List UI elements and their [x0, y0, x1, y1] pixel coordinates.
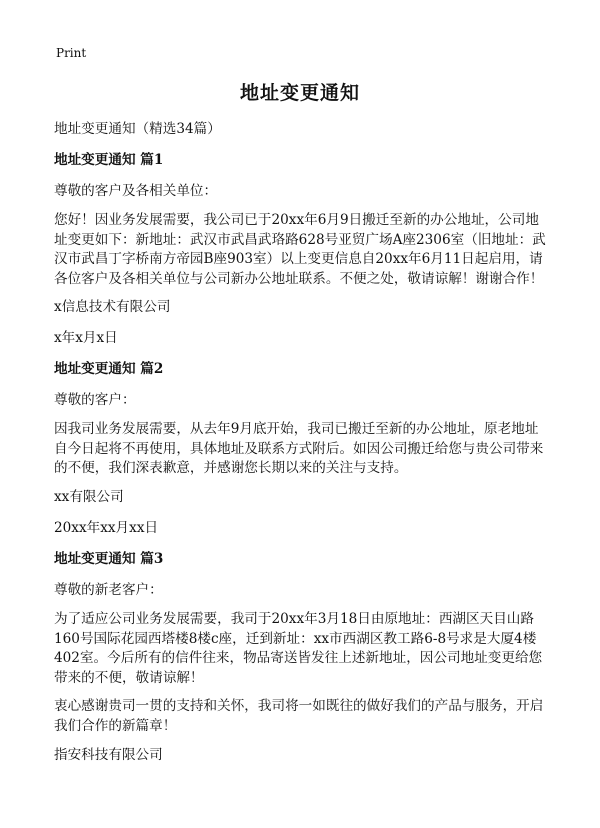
document-subtitle: 地址变更通知（精选34篇）	[54, 121, 221, 137]
section-1-greeting: 尊敬的客户及各相关单位：	[54, 183, 218, 199]
section-3-body: 为了适应公司业务发展需要，我司于20xx年3月18日由原地址：西湖区天目山路160号国际花园西塔楼8楼c座，迁到新址：xx市西湖区教工路6-8号求是大厦4楼402室。今后所有的信件往来，物品寄送皆发往上述新地址，因公司地址变更给您带来的不便，敬请谅解！	[54, 611, 543, 686]
section-2-body: 因我司业务发展需要，从去年9月底开始，我司已搬迁至新的办公地址，原老地址自今日起将不再使用，具体地址及联系方式附后。如因公司搬迁给您与贵公司带来的不便，我们深表歉意，并感谢您长期以来的关注与支持。	[54, 421, 544, 476]
section-3-heading: 地址变更通知 篇3	[54, 551, 164, 567]
section-2-greeting: 尊敬的客户：	[54, 392, 136, 408]
document-title: 地址变更通知	[239, 82, 360, 104]
section-1-body: 您好！因业务发展需要，我公司已于20xx年6月9日搬迁至新的办公地址，公司地址变更如下：新地址：武汉市武昌武珞路628号亚贸广场A座2306室（旧地址：武汉市武昌丁字桥南方帝园B座903室）以上变更信息自20xx年6月11日起启用，请各位客户及各相关单位与公司新办公地址联系。不便之处，敬请谅解！谢谢合作！	[54, 212, 546, 287]
section-2-company: xx有限公司	[54, 489, 124, 505]
section-1-date: x年x月x日	[54, 330, 118, 346]
section-2-date: 20xx年xx月xx日	[54, 520, 159, 536]
section-3-greeting: 尊敬的新老客户：	[54, 582, 163, 598]
section-3-body-2: 衷心感谢贵司一贯的支持和关怀，我司将一如既往的做好我们的产品与服务，开启我们合作的新篇章！	[54, 698, 544, 734]
section-2-heading: 地址变更通知 篇2	[54, 361, 164, 377]
print-label[interactable]: Print	[56, 46, 87, 60]
section-1-company: x信息技术有限公司	[54, 299, 171, 315]
section-1-heading: 地址变更通知 篇1	[54, 152, 164, 168]
section-3-company: 指安科技有限公司	[54, 747, 163, 763]
